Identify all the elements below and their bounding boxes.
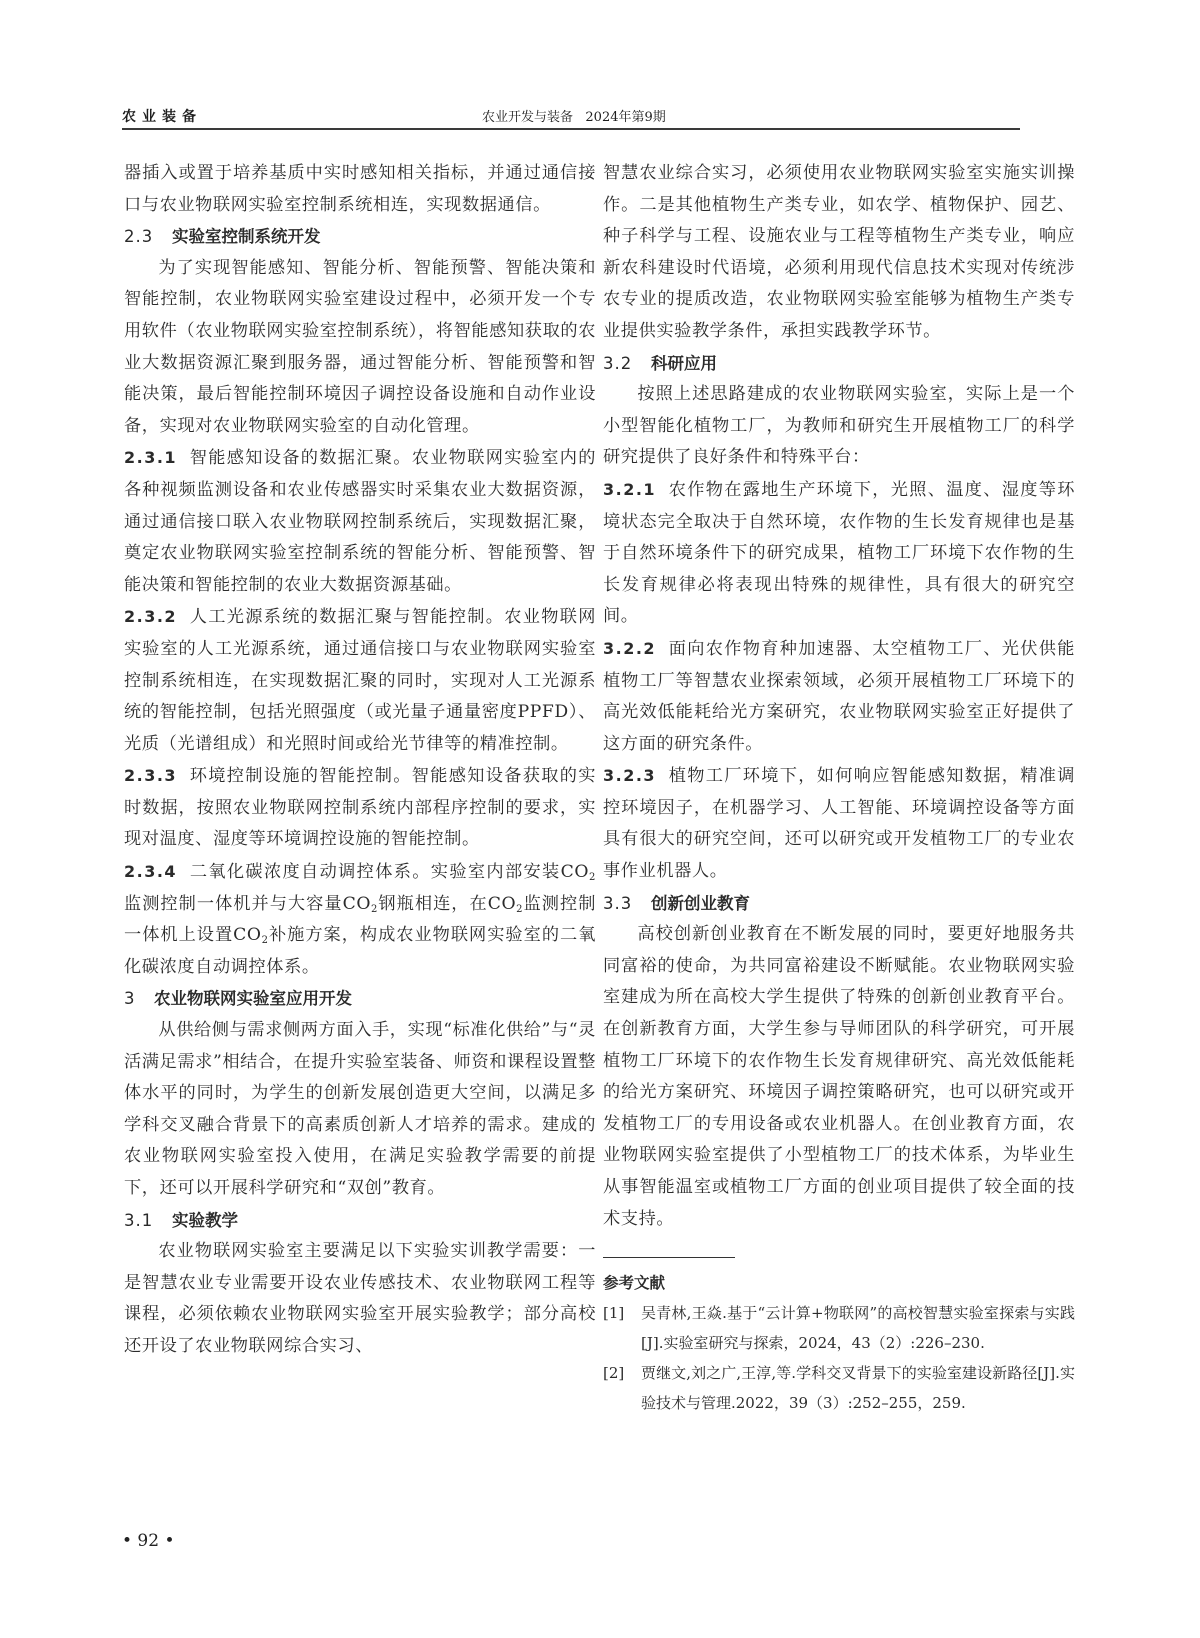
co2-formula: $CO_2$ [560,862,596,884]
subsection-text: 二氧化碳浓度自动调控体系。实验室内部安装 [189,862,561,883]
section-title: 创新创业教育 [651,893,750,913]
subsection-number: 3.2.3 [603,766,657,786]
reference-text: 贾继文,刘之广,王淳,等.学科交叉背景下的实验室建设新路径[J].实验技术与管理.2022，39（3）:252–255，259. [641,1364,1075,1413]
reference-item [603,1298,1075,1358]
section-title: 科研应用 [651,353,717,373]
paragraph-2-3: 为了实现智能感知、智能分析、智能预警、智能决策和智能控制，农业物联网实验室建设过程中，必须开发一个专用软件（农业物联网实验室控制系统），将智能感知获取的农业大数据资源汇聚到服务器，通过智能分析、智能预警和智能决策，最后智能控制环境因子调控设备设施和自动作业设备，实现对农业物联网实验室的自动化管理。 [124,257,596,436]
heading-3-1 [124,1205,596,1237]
section-title: 农业物联网实验室应用开发 [154,989,352,1009]
reference-index: [2] [603,1364,625,1383]
section-number: 3 [124,989,136,1009]
subsection-text: 环境控制设施的智能控制。智能感知设备获取的实时数据，按照农业物联网控制系统内部程序控制的要求，实现对温度、湿度等环境调控设施的智能控制。 [124,766,596,850]
section-number: 3.2 [603,353,633,373]
subsection-3-2-1 [603,474,1075,633]
section-title: 实验室控制系统开发 [172,227,321,247]
subsection-3-2-3 [603,760,1075,887]
paragraph-3-3: 高校创新创业教育在不断发展的同时，要更好地服务共同富裕的使命，为共同富裕建设不断赋能。农业物联网实验室建成为所在高校大学生提供了特殊的创新创业教育平台。在创新教育方面，大学生参与导师团队的科学研究，可开展植物工厂环境下的农作物生长发育规律研究、高光效低能耗的给光方案研究、环境因子调控策略研究，也可以研究或开发植物工厂的专用设备或农业机器人。在创业教育方面，农业物联网实验室提供了小型植物工厂的技术体系，为毕业生从事智能温室或植物工厂方面的创业项目提供了较全面的技术支持。 [603,924,1075,1229]
right-column [603,158,1075,1418]
subsection-number: 3.2.1 [603,479,657,499]
subsection-2-3-1 [124,442,596,601]
reference-text: 吴青林,王焱.基于“云计算+物联网”的高校智慧实验室探索与实践[J].实验室研究与探索，2024，43（2）:226–230. [641,1304,1075,1353]
subsection-text: 人工光源系统的数据汇聚与智能控制。农业物联网实验室的人工光源系统，通过通信接口与农业物联网实验室控制系统相连，在实现数据汇聚的同时，实现对人工光源系统的智能控制，包括光照强度（或光量子通量密度PPFD）、光质（光谱组成）和光照时间或给光节律等的精准控制。 [124,607,596,754]
subsection-2-3-2 [124,601,596,760]
reference-item [603,1358,1075,1418]
running-header [122,104,1020,126]
section-title: 实验教学 [172,1210,238,1230]
header-divider [122,128,1020,130]
subsection-3-2-2 [603,633,1075,760]
section-number: 2.3 [124,227,154,247]
heading-3-3 [603,888,1075,920]
subsection-number: 2.3.1 [124,448,178,468]
section-number: 3.1 [124,1210,154,1230]
co2-formula: $CO_2$ [342,893,378,915]
reference-index: [1] [603,1304,625,1323]
paragraph-continued: 智慧农业综合实习，必须使用农业物联网实验室实施实训操作。二是其他植物生产类专业，如农学、植物保护、园艺、种子科学与工程、设施农业与工程等植物生产类专业，响应新农科建设时代语境，必须利用现代信息技术实现对传统涉农专业的提质改造，农业物联网实验室能够为植物生产类专业提供实验教学条件，承担实践教学环节。 [603,163,1075,341]
journal-issue: 农业开发与装备 2024年第9期 [482,110,666,125]
paragraph-3-2: 按照上述思路建成的农业物联网实验室，实际上是一个小型智能化植物工厂，为教师和研究生开展植物工厂的科学研究提供了良好条件和特殊平台： [603,384,1075,468]
paragraph-3-1: 农业物联网实验室主要满足以下实验实训教学需要：一是智慧农业专业需要开设农业传感技术、农业物联网工程等课程，必须依赖农业物联网实验室开展实验教学；部分高校还开设了农业物联网综合实习、 [124,1241,596,1356]
left-column [124,158,596,1363]
subsection-text: 面向农作物育种加速器、太空植物工厂、光伏供能植物工厂等智慧农业探索领域，必须开展植物工厂环境下的高光效低能耗给光方案研究，农业物联网实验室正好提供了这方面的研究条件。 [603,638,1075,754]
co2-formula: $CO_2$ [487,893,524,915]
page-number: • 92 • [122,1531,175,1551]
subsection-number: 2.3.3 [124,766,178,786]
heading-3-2 [603,348,1075,380]
subsection-number: 2.3.4 [124,862,178,882]
section-label: 农业装备 [122,109,202,125]
subsection-number: 3.2.2 [603,638,657,658]
references-divider [603,1257,735,1258]
subsection-2-3-3 [124,760,596,856]
paragraph-intro: 器插入或置于培养基质中实时感知相关指标，并通过通信接口与农业物联网实验室控制系统相连，实现数据通信。 [124,163,596,215]
references-title: 参考文献 [603,1273,666,1293]
subsection-number: 2.3.2 [124,607,178,627]
section-number: 3.3 [603,893,633,913]
heading-2-3 [124,221,596,253]
subsection-text: 植物工厂环境下，如何响应智能感知数据，精准调控环境因子，在机器学习、人工智能、环境调控设备等方面具有很大的研究空间，还可以研究或开发植物工厂的专业农事作业机器人。 [603,766,1075,882]
subsection-2-3-4: 2.3.4 二氧化碳浓度自动调控体系。实验室内部安装$CO_2$监测控制一体机并与大容量$CO_2$钢瓶相连，在$CO_2$监测控制一体机上设置$CO_2$补施方案，构成农业物联网实验室的二氧化碳浓度自动调控体系。 [124,862,596,977]
co2-formula: $CO_2$ [233,925,269,947]
subsection-text: 智能感知设备的数据汇聚。农业物联网实验室内的各种视频监测设备和农业传感器实时采集农业大数据资源，通过通信接口联入农业物联网控制系统后，实现数据汇聚，奠定农业物联网实验室控制系统的智能分析、智能预警、智能决策和智能控制的农业大数据资源基础。 [124,448,596,595]
paragraph-3: 从供给侧与需求侧两方面入手，实现“标准化供给”与“灵活满足需求”相结合，在提升实验室装备、师资和课程设置整体水平的同时，为学生的创新发展创造更大空间，以满足多学科交叉融合背景下的高素质创新人才培养的需求。建成的农业物联网实验室投入使用，在满足实验教学需要的前提下，还可以开展科学研究和“双创”教育。 [124,1020,596,1198]
subsection-text: 农作物在露地生产环境下，光照、温度、湿度等环境状态完全取决于自然环境，农作物的生长发育规律也是基于自然环境条件下的研究成果，植物工厂环境下农作物的生长发育规律必将表现出特殊的规律性，具有很大的研究空间。 [603,479,1075,627]
heading-3 [124,983,596,1015]
